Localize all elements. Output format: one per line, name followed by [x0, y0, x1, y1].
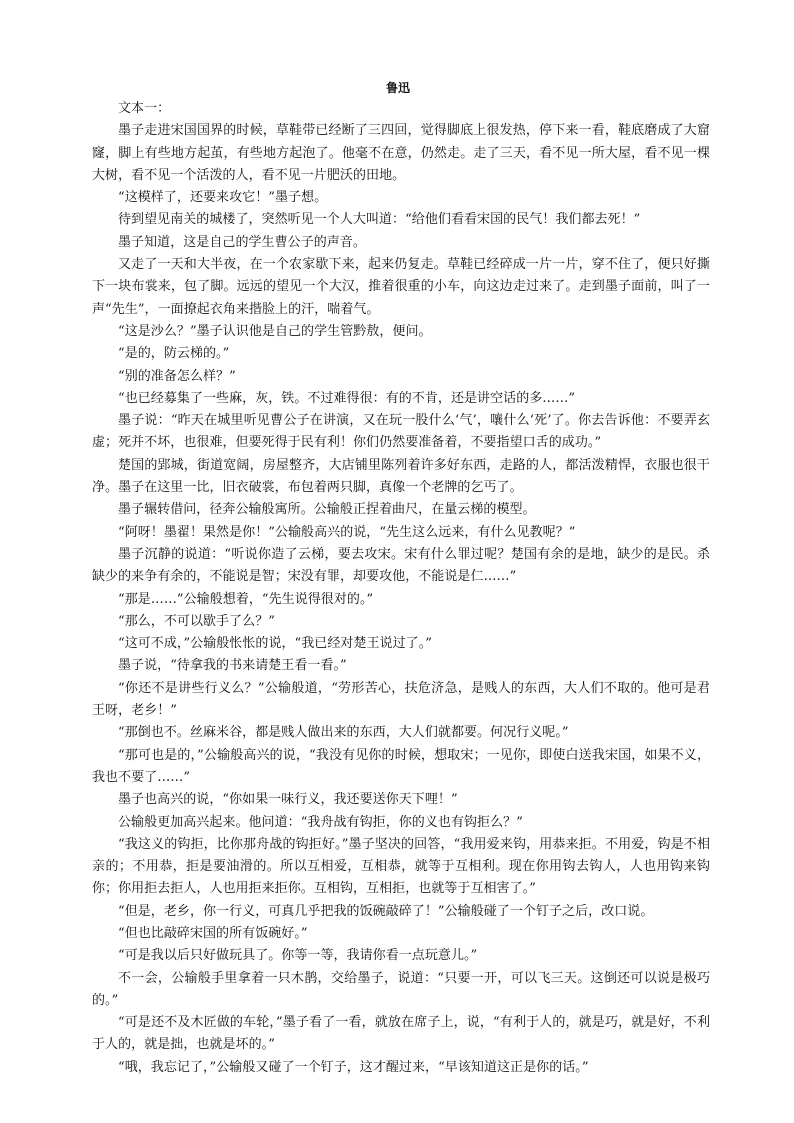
paragraph: “那是……”公输般想着，“先生说得很对的。” [118, 591, 374, 607]
paragraph: 墨子沉静的说道：“听说你造了云梯，要去攻宋。宋有什么罪过呢？楚国有余的是地，缺少的是民。杀缺少的来争有余的，不能说是智；宋没有罪，却要攻他，不能说是仁……” [92, 546, 710, 585]
paragraph: “但也比敲碎宋国的所有饭碗好。” [118, 925, 308, 941]
paragraph: “别的准备怎么样？” [118, 368, 236, 384]
paragraph: “这可不成，”公输般怅怅的说，“我已经对楚王说过了。” [118, 636, 432, 652]
paragraph: 楚国的郢城，街道宽阔，房屋整齐，大店铺里陈列着许多好东西，走路的人，都活泼精悍，衣服也很干净。墨子在这里一比，旧衣破裳，布包着两只脚，真像一个老牌的乞丐了。 [92, 457, 710, 496]
paragraph: “哦，我忘记了，”公输般又碰了一个钉子，这才醒过来，“早该知道这正是你的话。” [118, 1059, 589, 1075]
paragraph: 墨子也高兴的说，“你如果一味行义，我还要送你天下哩！” [118, 792, 458, 808]
paragraph: 墨子说：“昨天在城里听见曹公子在讲演，又在玩一股什么‘气’，嚷什么‘死’了。你去告诉他：不要弄玄虚；死并不坏，也很难，但要死得于民有利！你们仍然要准备着，不要指望口舌的成功。” [92, 413, 710, 451]
paragraph: “阿呀！墨翟！果然是你！”公输般高兴的说，“先生这么远来，有什么见教呢？” [118, 524, 576, 540]
paragraph: “那倒也不。丝麻米谷，都是贱人做出来的东西，大人们就都要。何况行义呢。” [118, 725, 569, 741]
paragraph: 不一会，公输般手里拿着一只木鹊，交给墨子，说道：“只要一开，可以飞三天。这倒还可以说是极巧的。” [92, 970, 710, 1008]
paragraph: “也已经募集了一些麻，灰，铁。不过难得很：有的不肯，还是讲空话的多……” [118, 390, 576, 406]
paragraph: “你还不是讲些行义么？”公输般道，“劳形苦心，扶危济急，是贱人的东西，大人们不取的。他可是君王呀，老乡！” [92, 680, 710, 719]
paragraph: 又走了一天和大半夜，在一个农家歇下来，起来仍复走。草鞋已经碎成一片一片，穿不住了，便只好撕下一块布裳来，包了脚。远远的望见一个大汉，推着很重的小车，向这边走过来了。走到墨子面前，叫了一声“先生”，一面撩起衣角来揩脸上的汗，喘着气。 [92, 257, 710, 317]
paragraph: “那么，不可以歇手了么？” [118, 613, 275, 629]
paragraph: 墨子辗转借问，径奔公输般寓所。公输般正捏着曲尺，在量云梯的模型。 [118, 502, 536, 518]
paragraph: “但是，老乡，你一行义，可真几乎把我的饭碗敲碎了！”公输般碰了一个钉子之后，改口说。 [118, 903, 654, 919]
paragraph: “那可也是的，”公输般高兴的说，“我没有见你的时候，想取宋；一见你，即使白送我宋国，如果不义，我也不要了……” [92, 747, 710, 785]
paragraph: “这是沙么？”墨子认识他是自己的学生管黔敖，便问。 [118, 323, 432, 339]
document-page [92, 78, 710, 1079]
paragraph: 文本一： [118, 101, 171, 116]
paragraph: 待到望见南关的城楼了，突然听见一个人大叫道：“给他们看看宋国的民气！我们都去死！” [118, 212, 641, 228]
paragraph: “这模样了，还要来攻它！”墨子想。 [118, 190, 328, 206]
paragraph: “是的，防云梯的。” [118, 346, 230, 362]
paragraph: 墨子走进宋国国界的时候，草鞋带已经断了三四回，觉得脚底上很发热，停下来一看，鞋底磨成了大窟窿，脚上有些地方起茧，有些地方起泡了。他毫不在意，仍然走。走了三天，看不见一所大屋，看不见一棵大树，看不见一个活泼的人，看不见一片肥沃的田地。 [92, 123, 710, 183]
author-heading: 鲁迅 [385, 81, 410, 95]
paragraph: 公输般更加高兴起来。他问道：“我舟战有钩拒，你的义也有钩拒么？” [118, 814, 523, 830]
paragraph: 墨子知道，这是自己的学生曹公子的声音。 [118, 234, 366, 250]
paragraph: 墨子说，“待拿我的书来请楚王看一看。” [118, 658, 347, 674]
paragraph: “可是我以后只好做玩具了。你等一等，我请你看一点玩意儿。” [118, 948, 478, 964]
paragraph: “我这义的钩拒，比你那舟战的钩拒好。”墨子坚决的回答，“我用爱来钩，用恭来拒。不用爱，钩是不相亲的；不用恭，拒是要油滑的。所以互相爱，互相恭，就等于互相利。现在你用钩去钩人，人也用钩来钩你；你用拒去拒人，人也用拒来拒你。互相钩，互相拒，也就等于互相害了。” [92, 836, 710, 897]
document-body [92, 98, 710, 1079]
paragraph: “可是还不及木匠做的车轮，”墨子看了一看，就放在席子上，说，“有利于人的，就是巧，就是好，不利于人的，就是拙，也就是坏的。” [92, 1015, 710, 1053]
